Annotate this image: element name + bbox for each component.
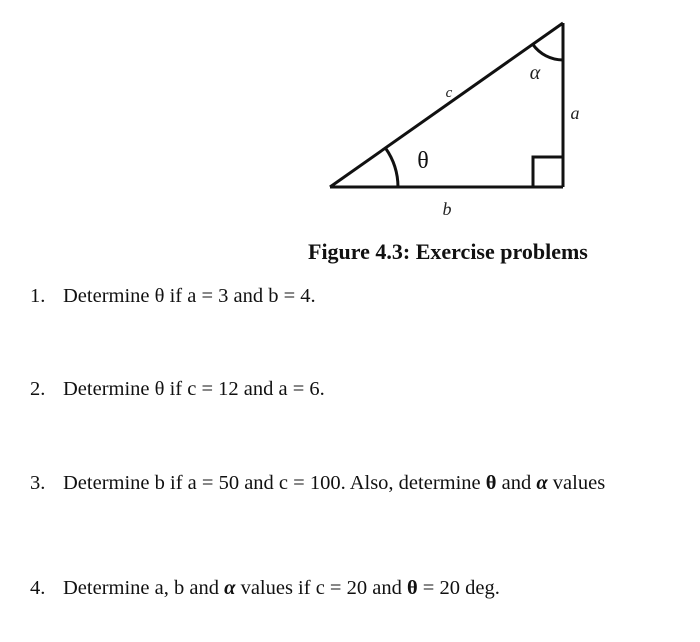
theta-symbol: θ	[485, 472, 497, 494]
theta-symbol: θ	[406, 577, 418, 599]
problem-text: Determine a, b and	[63, 577, 225, 599]
problem-text: and	[496, 472, 537, 494]
alpha-symbol: α	[224, 577, 236, 599]
theta-arc	[386, 148, 398, 187]
problem-1	[30, 285, 316, 308]
label-c: c	[445, 85, 453, 101]
triangle-figure	[300, 0, 600, 230]
problem-text: values	[547, 472, 606, 494]
problem-3	[30, 472, 605, 495]
label-a: a	[570, 103, 580, 123]
alpha-arc	[533, 44, 563, 60]
problem-text: = 20 deg.	[417, 577, 500, 599]
right-angle-marker	[533, 157, 563, 187]
problem-number: 1.	[30, 285, 46, 307]
figure-caption: Figure 4.3: Exercise problems	[308, 239, 588, 264]
problem-text: values if c = 20 and	[235, 577, 407, 599]
problem-number: 3.	[30, 472, 46, 494]
problem-number: 2.	[30, 378, 46, 400]
side-c	[330, 23, 563, 187]
alpha-symbol: α	[536, 472, 548, 494]
problem-text: Determine θ if a = 3 and b = 4.	[63, 285, 316, 307]
problem-text: Determine b if a = 50 and c = 100. Also, determine	[63, 472, 486, 494]
problem-text: Determine θ if c = 12 and a = 6.	[63, 378, 325, 400]
problem-number: 4.	[30, 577, 46, 599]
label-b: b	[442, 199, 452, 219]
label-theta: θ	[417, 148, 429, 174]
problem-2	[30, 378, 325, 401]
problem-4	[30, 577, 500, 600]
label-alpha: α	[529, 62, 541, 84]
